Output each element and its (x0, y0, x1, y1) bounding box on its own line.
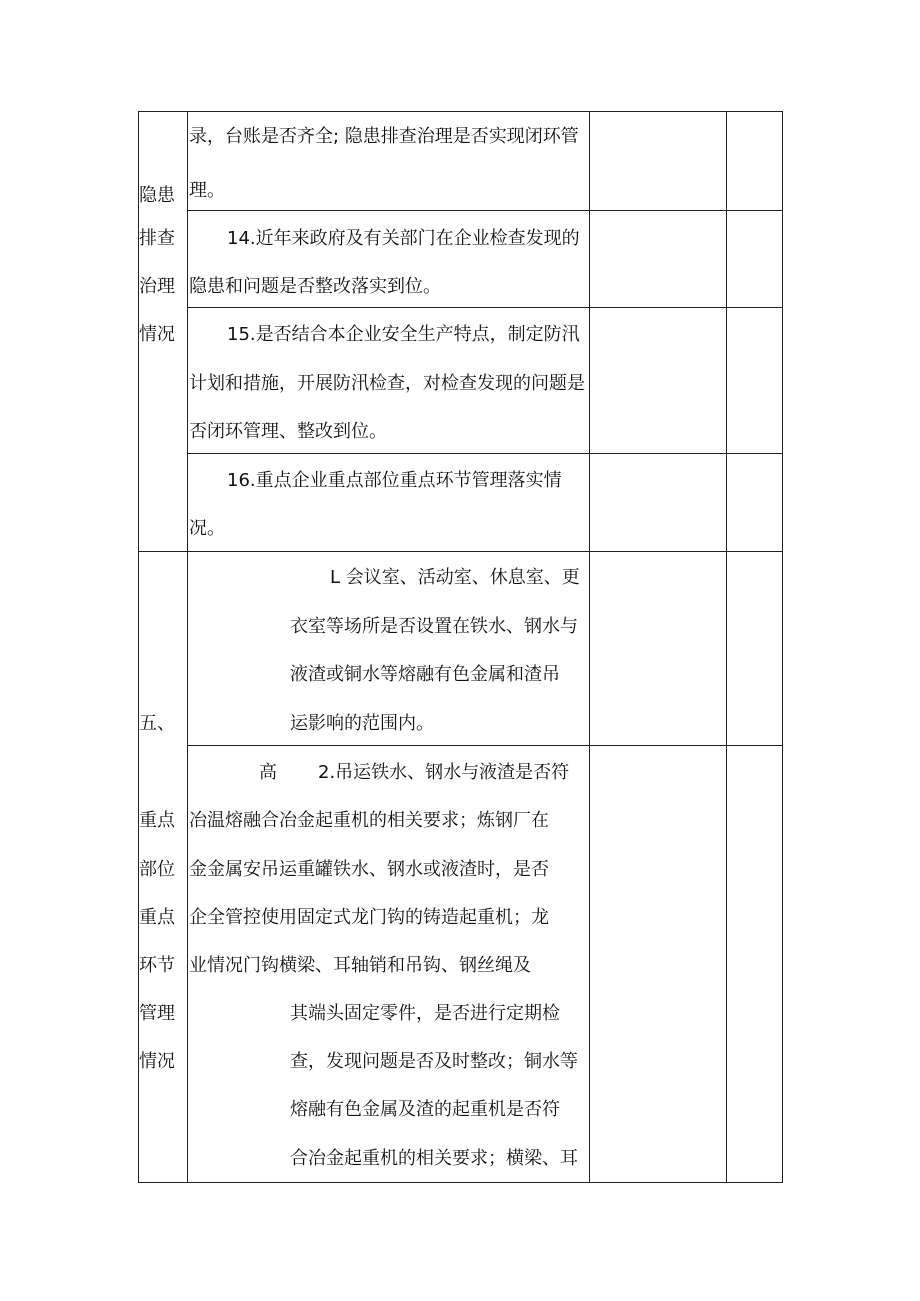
item-text: L 会议室、活动室、休息室、更 (330, 567, 580, 588)
item-text: 2.吊运铁水、钢水与液渣是否符 (318, 762, 570, 783)
item-text: 录，台账是否齐全; 隐患排查治理是否实现闭环管 (189, 126, 579, 147)
table-border-top (138, 111, 783, 112)
item-text: 计划和措施，开展防汛检查，对检查发现的问题是 (189, 373, 585, 394)
item-text: 液渣或铜水等熔融有色金属和渣吊 (290, 664, 560, 685)
label-line: 管理 (139, 1003, 175, 1024)
table-border-bottom (138, 1182, 783, 1183)
label-line: 部位 (139, 859, 175, 880)
label-line: 隐患 (139, 185, 175, 206)
row-divider (187, 210, 783, 211)
item-text: 查，发现问题是否及时整改；铜水等 (290, 1051, 578, 1072)
item-text: 否闭环管理、整改到位。 (189, 421, 387, 442)
item-text: 况。 (189, 518, 225, 539)
row-divider (187, 307, 783, 308)
item-text: 运影响的范围内。 (290, 713, 434, 734)
item-text: 业情况门钩横梁、耳轴销和吊钩、钢丝绳及 (189, 955, 531, 976)
item-text: 其端头固定零件，是否进行定期检 (290, 1003, 560, 1024)
item-text: 企全管控使用固定式龙门钩的铸造起重机；龙 (189, 907, 549, 928)
item-text: 16.重点企业重点部位重点环节管理落实情 (227, 470, 562, 491)
item-text: 理。 (189, 180, 225, 201)
section-divider (138, 551, 783, 552)
column-divider-1 (187, 111, 188, 1183)
table-border-right (782, 111, 783, 1183)
item-text: 衣室等场所是否设置在铁水、钢水与 (290, 616, 578, 637)
item-text: 隐患和问题是否整改落实到位。 (189, 276, 441, 297)
item-text: 14.近年来政府及有关部门在企业检查发现的 (227, 228, 580, 249)
item-text: 15.是否结合本企业安全生产特点，制定防汛 (227, 324, 580, 345)
label-line: 情况 (139, 1051, 175, 1072)
row-divider (187, 745, 783, 746)
label-line: 重点 (139, 907, 175, 928)
row-divider (187, 453, 783, 454)
column-divider-3 (726, 111, 727, 1183)
item-text: 合冶金起重机的相关要求；横梁、耳 (290, 1148, 578, 1169)
section-number: 五、 (139, 713, 175, 734)
column-divider-2 (589, 111, 590, 1183)
label-line: 重点 (139, 810, 175, 831)
label-line: 排查 (139, 228, 175, 249)
item-text: 冶温熔融合冶金起重机的相关要求；炼钢厂在 (189, 810, 549, 831)
item-text: 高 (259, 762, 277, 783)
item-text: 金金属安吊运重罐铁水、钢水或液渣时，是否 (189, 859, 549, 880)
label-line: 治理 (139, 276, 175, 297)
item-text: 熔融有色金属及渣的起重机是否符 (290, 1099, 560, 1120)
label-line: 情况 (139, 324, 175, 345)
label-line: 环节 (139, 955, 175, 976)
